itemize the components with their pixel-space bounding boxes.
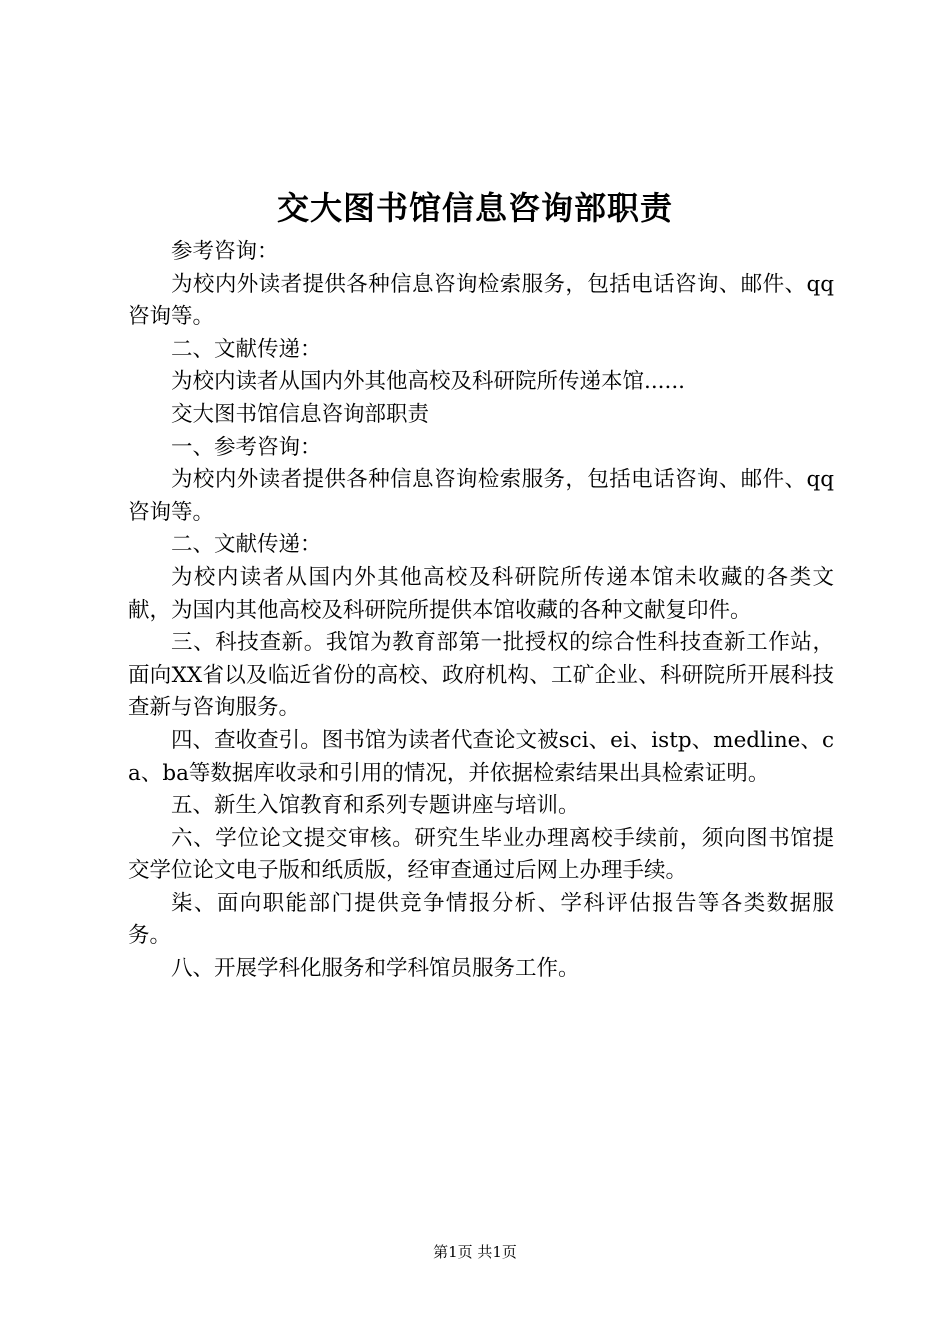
paragraph: 一、参考咨询： — [171, 434, 322, 460]
paragraph: 六、学位论文提交审核。研究生毕业办理离校手续前，须向图书馆提交学位论文电子版和纸质版，经审查通过后网上办理手续。 — [128, 825, 834, 884]
paragraph: 交大图书馆信息咨询部职责 — [171, 401, 430, 427]
paragraph: 八、开展学科化服务和学科馆员服务工作。 — [171, 956, 580, 982]
paragraph: 五、新生入馆教育和系列专题讲座与培训。 — [171, 793, 580, 819]
document-body — [128, 236, 834, 986]
paragraph: 为校内外读者提供各种信息咨询检索服务，包括电话咨询、邮件、qq咨询等。 — [128, 467, 834, 525]
paragraph: 二、文献传递： — [171, 336, 322, 362]
paragraph: 三、科技查新。我馆为教育部第一批授权的综合性科技查新工作站，面向XX省以及临近省份的高校、政府机构、工矿企业、科研院所开展科技查新与咨询服务。 — [128, 630, 834, 721]
document-title: 交大图书馆信息咨询部职责 — [276, 189, 673, 227]
page-number-footer: 第1页 共1页 — [433, 1243, 517, 1261]
paragraph: 为校内外读者提供各种信息咨询检索服务，包括电话咨询、邮件、qq咨询等。 — [128, 271, 834, 330]
paragraph: 为校内读者从国内外其他高校及科研院所传递本馆未收藏的各类文献，为国内其他高校及科研院所提供本馆收藏的各种文献复印件。 — [128, 564, 834, 623]
paragraph: 二、文献传递： — [171, 532, 322, 558]
paragraph: 参考咨询： — [171, 239, 279, 264]
paragraph: 四、查收查引。图书馆为读者代查论文被sci、ei、istp、medline、ca、ba等数据库收录和引用的情况，并依据检索结果出具检索证明。 — [128, 727, 834, 786]
paragraph: 柒、面向职能部门提供竞争情报分析、学科评估报告等各类数据服务。 — [128, 890, 834, 949]
paragraph: 为校内读者从国内外其他高校及科研院所传递本馆...... — [171, 369, 686, 395]
